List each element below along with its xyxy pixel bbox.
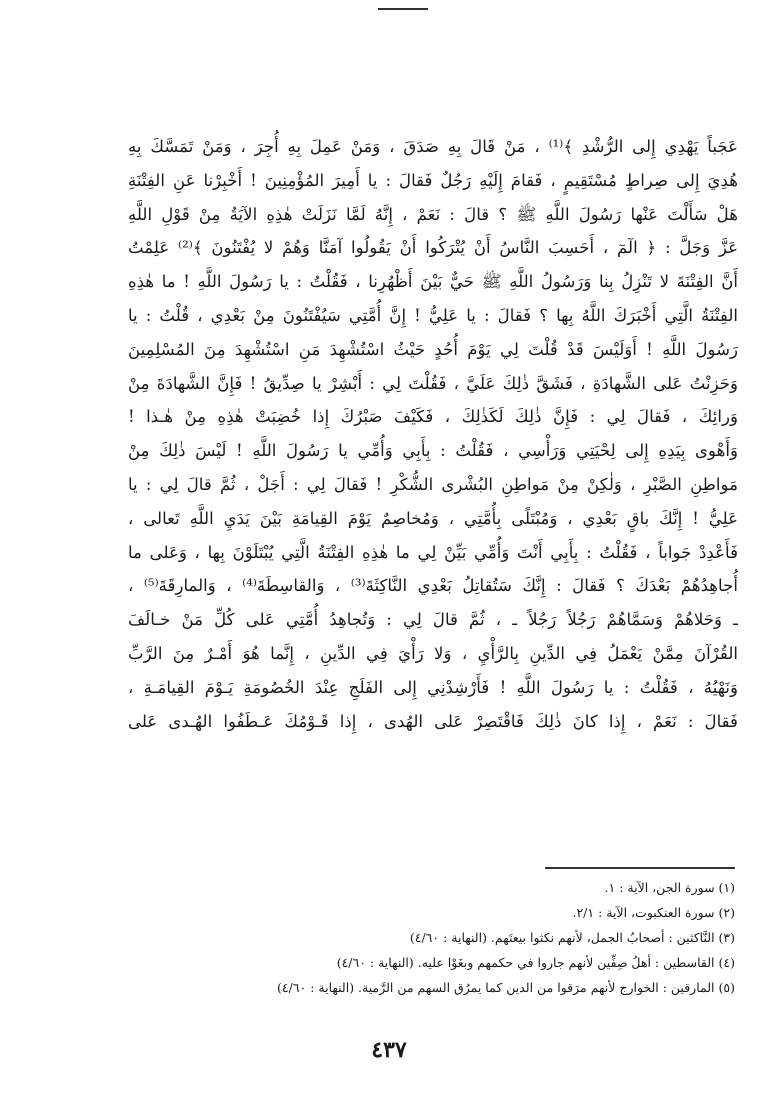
text-line: الفِتْنَةُ الَّتِي أَخْبَرَكَ اللَّهُ بِها ؟ فَقالَ : يا عَلِيُّ ! إِنَّ أُمَّتِي سَيُفْتَنُونَ مِنْ بَعْدِي ، قُلْتُ : يا [128,305,738,325]
footnote: (٣) النَّاكثين : أصحابُ الجمل، لأنهم نكثوا بيعتَهم. (النهاية : ٤/٦٠) [409,930,735,945]
text-line: وَرائِكَ ، فَقالَ لِي : فَإِنَّ ذٰلِكَ لَكَذٰلِكَ ، فَكَيْفَ صَبْرُكَ إِذا خُضِبَتْ هٰذِهِ مِنْ هٰـذا ! [128,407,738,427]
text-line: مَواطِنِ الصَّبْرِ ، وَلٰكِنْ مِنْ مَواطِنِ البُشْرى الشُّكْرِ ! فَقالَ لِي : أَجَلْ ، ثُمَّ قالَ لِي : يا [128,474,738,494]
text-line: وَأَهْوى بِيَدِهِ إِلى لِحْيَتِي وَرَأْسِي ، فَقُلْتُ : بِأَبِي وَأُمِّي يا رَسُولَ اللَّهِ ! لَيْسَ ذٰلِكَ مِنْ [128,441,738,461]
text-line: فَقالَ : نَعَمْ ، إِذا كانَ ذٰلِكَ فَاقْتَصِرْ عَلى الهُدى ، إِذا قَـوْمُكَ عَـطَفُوا الهُـدى عَلى [128,711,738,731]
body-text [128,130,738,738]
footnote-divider [545,867,735,869]
text-line: أُجاهِدُهُمْ بَعْدَكَ ؟ فَقالَ : إِنَّكَ سَتُقاتِلُ بَعْدِي النَّاكِثَةَ⁽³⁾ ، وَالقاسِطَةَ⁽⁴⁾ ، وَالمارِقَةَ⁽⁵⁾ ، [128,576,738,596]
text-line: وَنَهْيُهُ ، فَقُلْتُ : يا رَسُولَ اللَّهِ ! فَأَرْشِدْنِي إِلى الفَلَجِ عِنْدَ الخُصُومَةِ يَـوْمَ القِيامَـةِ ، [128,677,738,697]
footnote: (٢) سورة العنكبوت، الآية : ٢/١. [572,905,735,920]
top-rule [378,8,428,10]
text-line: هَلْ سَأَلْتَ عَنْها رَسُولَ اللَّهِ ﷺ ؟ قالَ : نَعَمْ ، إِنَّهُ لَمَّا نَزَلَتْ هٰذِهِ الآيَةُ مِنْ قَوْلِ اللَّهِ [128,204,738,224]
text-line: رَسُولَ اللَّهِ ! أَوَلَيْسَ قَدْ قُلْتَ لِي يَوْمَ أُحُدٍ حَيْثُ اسْتُشْهِدَ مَنِ اسْتُشْهِدَ مِنَ المُسْلِمِينَ [128,339,738,359]
page-number: ٤٣٧ [371,1037,407,1063]
footnotes [200,875,735,1000]
footnote: (١) سورة الجن، الآية : ١. [604,880,735,895]
footnote: (٥) المارقين : الخوارج لأنهم مرَقوا من الدين كما يمرُق السهم من الرَّمية. (النهاية : ٤/٦٠) [276,980,735,995]
text-line: هُدِيَ إِلى صِراطٍ مُسْتَقِيمٍ ، فَقامَ إِلَيْهِ رَجُلٌ فَقالَ : يا أَمِيرَ المُؤْمِنِينَ ! أَخْبِرْنا عَنِ الفِتْنَةِ [128,170,738,190]
text-line: وَحَزِنْتُ عَلى الشَّهادَةِ ، فَشَقَّ ذٰلِكَ عَلَيَّ ، فَقُلْتَ لِي : أَبْشِرْ يا صِدِّيقُ ! فَإِنَّ الشَّهادَةَ مِنْ [128,373,738,393]
text-line: عَلِيُّ ! إِنَّكَ باقٍ بَعْدِي ، وَمُبْتَلًى بِأُمَّتِي ، وَمُخاصِمٌ يَوْمَ القِيامَةِ بَيْنَ يَدَيِ اللَّهِ تَعالى ، [128,508,738,528]
text-line: عَجَباً يَهْدِي إِلى الرُّشْدِ ﴾⁽¹⁾ ، مَنْ قَالَ بِهِ صَدَقَ ، وَمَنْ عَمِلَ بِهِ أُجِرَ ، وَمَنْ تَمَسَّكَ بِهِ [128,137,738,156]
text-line: القُرْآنَ مِمَّنْ يَعْمَلُ فِي الدِّينِ بِالرَّأْيِ ، وَلا رَأْيَ فِي الدِّينِ ، إِنَّما هُوَ أَمْـرٌ مِنَ الرَّبِّ [128,643,738,663]
text-line: أَنَّ الفِتْنَةَ لا تَنْزِلُ بِنا وَرَسُولُ اللَّهِ ﷺ حَيٌّ بَيْنَ أَظْهُرِنا ، فَقُلْتُ : يا رَسُولَ اللَّهِ ! ما هٰذِهِ [128,272,738,292]
text-line: فَأَعْدِدْ جَواباً ، فَقُلْتُ : بِأَبِي أَنْتَ وَأُمِّي بَيِّنْ لِي ما هٰذِهِ الفِتْنَةُ الَّتِي يُبْتَلَوْنَ بِها ، وَعَلى ما [128,542,738,562]
text-line: ـ وَحَلاهُمْ وَسَمَّاهُمْ رَجُلاً رَجُلاً ـ ، ثُمَّ قالَ لِي : وَتُجاهِدُ أُمَّتِي عَلى كُلِّ مَنْ خـالَفَ [128,610,738,630]
footnote: (٤) القاسطين : أهلُ صِفِّين لأنهم جاروا في حكمهم وبغَوْا عليه. (النهاية : ٤/٦٠) [336,955,735,970]
text-line: عَزَّ وَجَلَّ : ﴿ الٓمٓ ، أَحَسِبَ النَّاسُ أَنْ يُتْرَكُوا أَنْ يَقُولُوا آمَنَّا وَهُمْ لا يُفْتَنُونَ ﴾⁽²⁾ عَلِمْتُ [128,238,738,258]
